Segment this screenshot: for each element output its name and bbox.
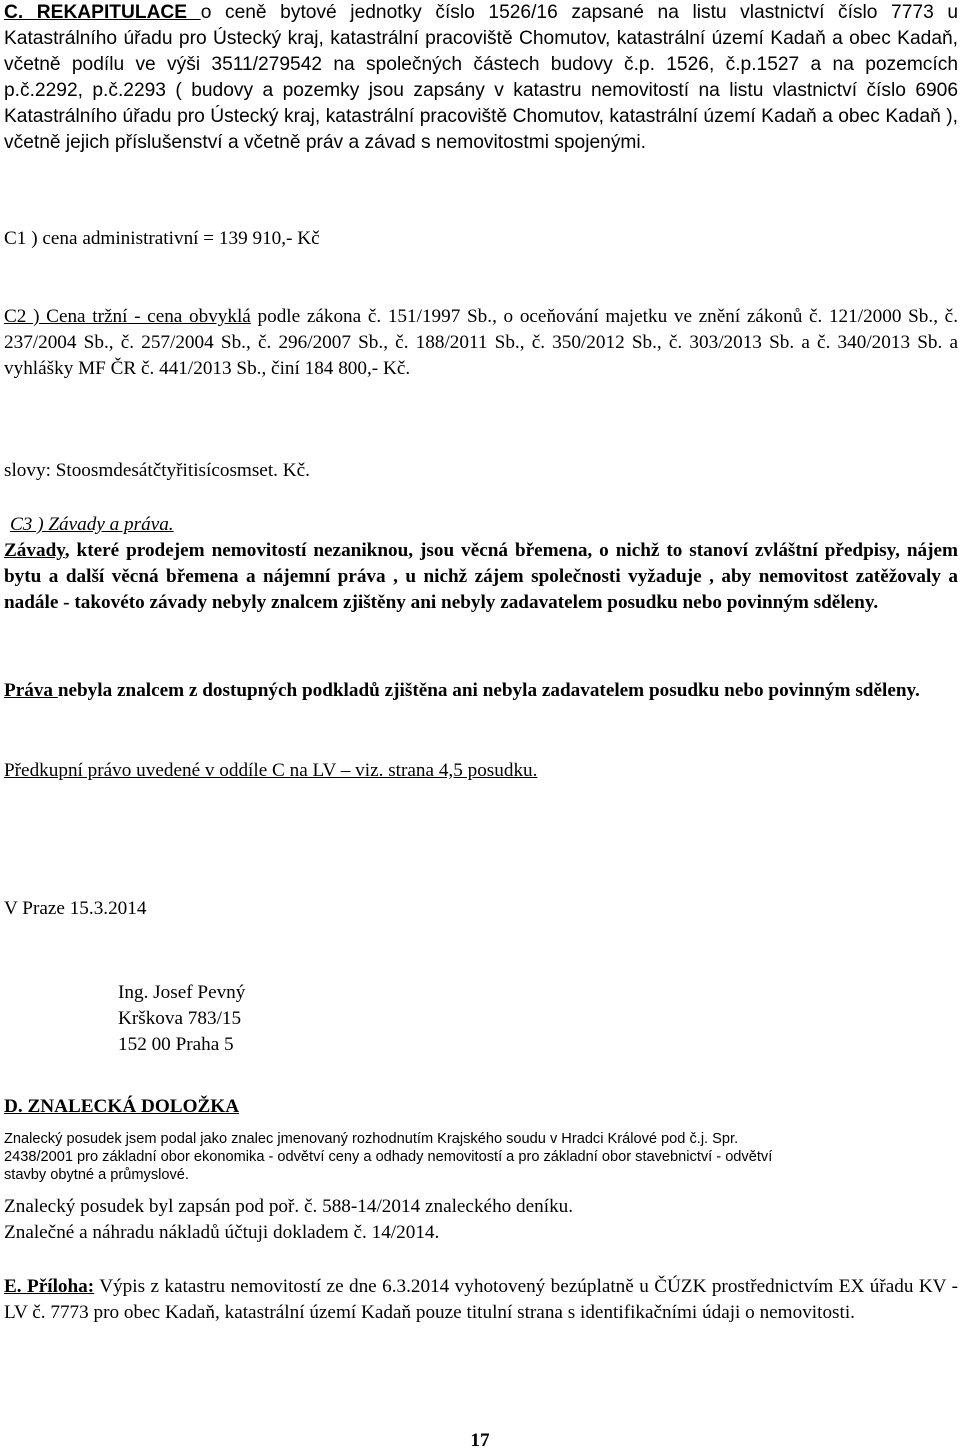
c3-rights	[4, 678, 958, 704]
prava-label: Práva	[4, 680, 58, 701]
expert-fee: Znalečné a náhradu nákladů účtuji dokladem č. 14/2014.	[4, 1222, 440, 1243]
c3-encumbrances	[4, 538, 958, 616]
prava-text: nebyla znalcem z dostupných podkladů zjištěna ani nebyla zadavatelem posudku nebo povinným sděleny.	[57, 680, 920, 701]
zavady-label: Závady	[4, 540, 65, 561]
section-e-attachment	[4, 1274, 958, 1326]
zavady-text: , které prodejem nemovitostí nezaniknou, jsou věcná břemena, o nichž to stanoví zvláštní předpisy, nájem bytu a další věcná břemena a nájemní práva , u nichž zájem společnosti vyžaduje , aby nemovitost zatěžovaly a nadále - takovéto závady nebyly znalcem zjištěny ani nebyly zadavatelem posudku nebo povinným sděleny.	[4, 540, 958, 613]
statement-line-1: Znalecký posudek jsem podal jako znalec jmenovaný rozhodnutím Krajského soudu v Hradci Králové pod č.j. Spr.	[4, 1131, 739, 1147]
section-c-recapitulation	[4, 0, 958, 156]
page-number: 17	[470, 1430, 490, 1451]
c1-administrative-price: C1 ) cena administrativní = 139 910,- Kč	[4, 228, 320, 249]
signature-city: 152 00 Praha 5	[118, 1034, 234, 1055]
c2-text: podle zákona č. 151/1997 Sb., o oceňování majetku ve znění zákonů č. 121/2000 Sb., č. 237/2004 Sb., č. 257/2004 Sb., č. 296/2007 Sb., č. 188/2011 Sb., č. 350/2012 Sb., č. 303/2013 Sb. a č. 340/2013 Sb. a vyhlášky MF ČR č. 441/2013 Sb., činí 184 800,- Kč.	[4, 306, 958, 379]
section-e-heading: E. Příloha:	[4, 1276, 95, 1297]
c2-market-price	[4, 304, 958, 382]
statement-line-2: 2438/2001 pro základní obor ekonomika - odvětví ceny a odhady nemovitostí a pro základní obor stavebnictví - odvětví	[4, 1149, 773, 1165]
signature-street: Krškova 783/15	[118, 1008, 242, 1029]
signature-block	[118, 980, 718, 1058]
diary-record: Znalecký posudek byl zapsán pod poř. č. 588-14/2014 znaleckého deníku.	[4, 1196, 574, 1217]
signature-name: Ing. Josef Pevný	[118, 982, 246, 1003]
section-c-heading: C. REKAPITULACE	[4, 2, 201, 23]
c2-label: C2 ) Cena tržní - cena obvyklá	[4, 306, 251, 327]
place-and-date: V Praze 15.3.2014	[4, 898, 147, 919]
amount-in-words: slovy: Stoosmdesátčtyřitisícosmset. Kč.	[4, 460, 310, 481]
section-e-text: Výpis z katastru nemovitostí ze dne 6.3.2014 vyhotovený bezúplatně u ČÚZK prostřednictvím EX úřadu KV - LV č. 7773 pro obec Kadaň, katastrální území Kadaň pouze titulní strana s identifikačními údaji o nemovitosti.	[4, 1276, 958, 1323]
expert-statement	[4, 1130, 958, 1184]
pre-emption-right: Předkupní právo uvedené v oddíle C na LV – viz. strana 4,5 posudku.	[4, 760, 538, 781]
section-c-text: o ceně bytové jednotky číslo 1526/16 zapsané na listu vlastnictví číslo 7773 u Katastrálního úřadu pro Ústecký kraj, katastrální pracoviště Chomutov, katastrální území Kadaň a obec Kadaň, včetně podílu ve výši 3511/279542 na společných částech budovy č.p. 1526, č.p.1527 a na pozemcích p.č.2292, p.č.2293 ( budovy a pozemky jsou zapsány v katastru nemovitostí na listu vlastnictví číslo 6906 Katastrálního úřadu pro Ústecký kraj, katastrální pracoviště Chomutov, katastrální území Kadaň a obec Kadaň ), včetně jejich příslušenství a včetně práv a závad s nemovitostmi spojenými.	[4, 2, 959, 153]
section-d-heading: D. ZNALECKÁ DOLOŽKA	[4, 1096, 240, 1117]
c3-heading: C3 ) Závady a práva.	[10, 514, 174, 535]
statement-line-3: stavby obytné a průmyslové.	[4, 1167, 189, 1183]
